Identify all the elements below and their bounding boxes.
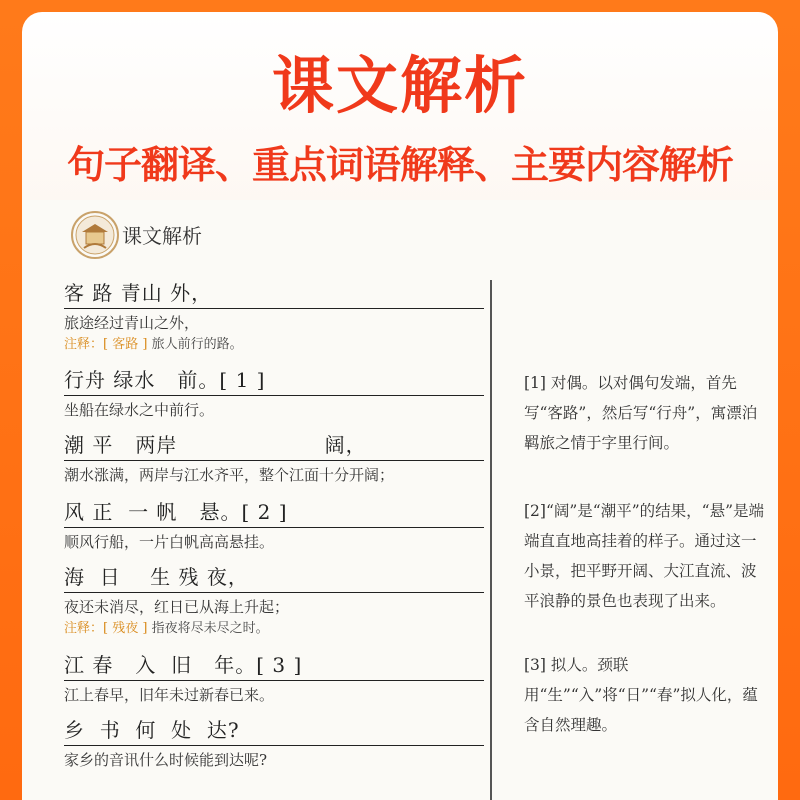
entry-2: [64, 365, 484, 421]
poem-line: 海 日 生 残 夜，: [64, 562, 484, 593]
translation: 顺风行船，一片白帆高高悬挂。: [64, 533, 275, 551]
poem-line: 江 春 入 旧 年。[ 3 ]: [64, 650, 484, 681]
poem-line: 潮 平 两岸 阔，: [64, 430, 484, 461]
section-title: 课文解析: [122, 224, 202, 248]
entry-4: [64, 497, 484, 553]
entry-7: [64, 715, 484, 771]
annotation: [64, 334, 484, 356]
right-note-2: [2]“阔”是“潮平”的结果，“悬”是端端直直地高挂着的样子。通过这一小景，把平野开阔、大江直流、波平浪静的景色也表现了出来。: [524, 502, 765, 610]
poem-line: 行舟 绿水 前。[ 1 ]: [64, 365, 484, 396]
translation: 旅途经过青山之外，: [64, 314, 200, 332]
entry-6: [64, 650, 484, 706]
entry-5: [64, 562, 484, 640]
book-page: [22, 200, 778, 800]
column-divider: [490, 280, 492, 800]
translation: 江上春早，旧年未过新春已来。: [64, 686, 275, 704]
annotation-label: 注释：[ 客路 ]: [64, 337, 148, 352]
right-note-3: [3] 拟人。颈联用“生”“入”将“日”“春”拟人化，蕴含自然理趣。: [524, 656, 758, 734]
header-banner: [22, 12, 778, 227]
annotation-label: 注释：[ 残夜 ]: [64, 621, 148, 636]
entry-3: [64, 430, 484, 486]
right-note-1: [1] 对偶。以对偶句发端，首先写“客路”，然后写“行舟”，寓漂泊羁旅之情于字里行间。: [524, 374, 758, 452]
translation: 潮水涨满，两岸与江水齐平，整个江面十分开阔；: [64, 466, 395, 484]
book-seal-icon: [70, 210, 120, 260]
banner-title: 课文解析: [271, 49, 528, 122]
poem-line: 客 路 青山 外，: [64, 278, 484, 309]
poem-line: 风 正 一 帆 悬。[ 2 ]: [64, 497, 484, 528]
annotation: [64, 618, 484, 640]
annotation-text: 旅人前行的路。: [151, 337, 243, 352]
poem-line: 乡 书 何 处 达?: [64, 715, 484, 746]
entry-1: [64, 278, 484, 356]
translation: 夜还未消尽，红日已从海上升起；: [64, 598, 290, 616]
translation: 坐船在绿水之中前行。: [64, 401, 215, 419]
banner-subtitle: 句子翻译、重点词语解释、主要内容解析: [66, 143, 733, 187]
translation: 家乡的音讯什么时候能到达呢?: [64, 751, 268, 769]
annotation-text: 指夜将尽未尽之时。: [151, 621, 269, 636]
